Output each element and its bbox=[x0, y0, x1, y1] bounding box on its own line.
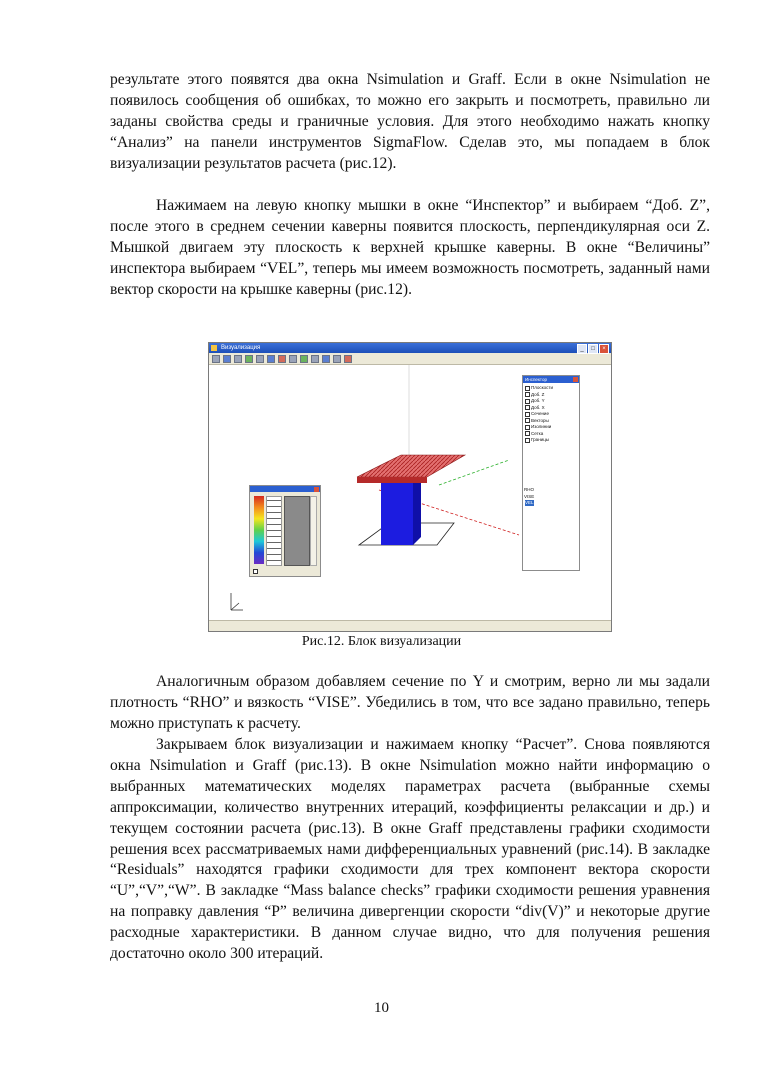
tree-item[interactable]: Доб. Z bbox=[525, 392, 577, 399]
light-tool-icon[interactable] bbox=[300, 355, 308, 363]
tree-item[interactable]: Сечение bbox=[525, 411, 577, 418]
tree-item[interactable]: Плоскости bbox=[525, 385, 577, 392]
paragraph-1: результате этого появятся два окна Nsimulation и Graff. Если в окне Nsimulation не появилось сообщения об ошибках, то можно его закрыть и посмотреть, правильно ли заданы свойства среды и граничные условия. Для этого необходимо нажать кнопку “Анализ” на панели инструментов SigmaFlow. Сделав это, мы попадаем в блок визуализации результатов расчета (рис.12). bbox=[110, 71, 710, 172]
inspector-titlebar bbox=[523, 376, 579, 383]
scrollbar[interactable] bbox=[310, 496, 317, 566]
quantities-list bbox=[524, 486, 535, 506]
visualization-screenshot bbox=[208, 342, 612, 632]
maximize-icon[interactable]: □ bbox=[588, 344, 598, 354]
paragraph-3: Аналогичным образом добавляем сечение по Y и смотрим, верно ли мы задали плотность “RHO” и вязкость “VISE”. Убедились в том, что все задано правильно, теперь можно приступать к расчету. bbox=[110, 673, 710, 732]
quantity-item-selected[interactable]: VEL bbox=[525, 500, 534, 505]
export-tool-icon[interactable] bbox=[333, 355, 341, 363]
3d-viewport[interactable] bbox=[209, 365, 611, 620]
close-icon[interactable] bbox=[314, 487, 319, 492]
view-z-icon[interactable] bbox=[289, 355, 297, 363]
status-bar bbox=[209, 620, 612, 631]
toolbar bbox=[209, 353, 611, 365]
view-x-icon[interactable] bbox=[267, 355, 275, 363]
tree-item[interactable]: Доб. X bbox=[525, 405, 577, 412]
figure-caption: Рис.12. Блок визуализации bbox=[301, 634, 462, 649]
tree-item[interactable]: Доб. Y bbox=[525, 398, 577, 405]
tree-item[interactable]: Сетка bbox=[525, 431, 577, 438]
app-icon bbox=[211, 345, 217, 351]
quantity-item[interactable]: RHO bbox=[524, 487, 534, 492]
inspector-tree bbox=[523, 383, 579, 446]
close-icon[interactable]: × bbox=[599, 344, 609, 354]
rotate-tool-icon[interactable] bbox=[223, 355, 231, 363]
fit-tool-icon[interactable] bbox=[256, 355, 264, 363]
tree-item[interactable]: Границы bbox=[525, 437, 577, 444]
arrow-tool-icon[interactable] bbox=[212, 355, 220, 363]
quantity-item[interactable]: VISE bbox=[524, 494, 535, 499]
checkbox-icon[interactable] bbox=[253, 569, 258, 574]
panel-footer bbox=[253, 569, 258, 574]
settings-tool-icon[interactable] bbox=[344, 355, 352, 363]
paragraph-2: Нажимаем на левую кнопку мышки в окне “Инспектор” и выбираем “Доб. Z”, после этого в среднем сечении каверны появится плоскость, перпендикулярная оси Z. Мышкой двигаем эту плоскость к верхней крышке каверны. В окне “Величины” инспектора выбираем “VEL”, теперь мы имеем возможность посмотреть, заданный нами вектор скорости на крышке каверны (рис.12). bbox=[110, 197, 710, 298]
minimize-icon[interactable]: _ bbox=[577, 344, 587, 354]
window-titlebar bbox=[209, 343, 611, 353]
close-icon[interactable] bbox=[573, 377, 578, 382]
inspector-panel bbox=[522, 375, 580, 571]
z-plane-edge bbox=[357, 477, 427, 483]
color-gradient-bar bbox=[254, 496, 264, 564]
zoom-tool-icon[interactable] bbox=[234, 355, 242, 363]
color-scale-panel[interactable] bbox=[249, 485, 321, 577]
z-plane bbox=[357, 455, 465, 477]
page-number: 10 bbox=[374, 1000, 389, 1016]
tree-item[interactable]: Векторы bbox=[525, 418, 577, 425]
axis-triad-icon bbox=[231, 593, 243, 610]
grid-tool-icon[interactable] bbox=[311, 355, 319, 363]
cavity-block bbox=[381, 475, 413, 545]
inspector-title: Инспектор bbox=[525, 377, 547, 382]
window-title: Визуализация bbox=[221, 345, 261, 351]
scale-preview bbox=[284, 496, 310, 566]
color-tool-icon[interactable] bbox=[322, 355, 330, 363]
scale-labels bbox=[266, 496, 282, 566]
tree-item[interactable]: Изолинии bbox=[525, 424, 577, 431]
paragraph-4: Закрываем блок визуализации и нажимаем кнопку “Расчет”. Снова появляются окна Nsimulation и Graff (рис.13). В окне Nsimulation можно найти информацию о выбранных математических моделях параметрах расчета (выбранные схемы аппроксимации, количество внутренних итераций, коэффициенты релаксации и др.) и текущем состоянии расчета (рис.13). В окне Graff представлены графики сходимости решения всех рассматриваемых нами дифференциальных уравнений (рис.14). В закладке “Residuals” находятся графики сходимости для трех компонент вектора скорости “U”,“V”,“W”. В закладке “Mass balance checks” графики сходимости решения уравнения на поправку давления “P” величина дивергенции скорости “div(V)” и некоторые другие расходные характеристики. В данном случае видно, что для получения решения достаточно около 300 итераций. bbox=[110, 736, 710, 963]
view-y-icon[interactable] bbox=[278, 355, 286, 363]
pan-tool-icon[interactable] bbox=[245, 355, 253, 363]
